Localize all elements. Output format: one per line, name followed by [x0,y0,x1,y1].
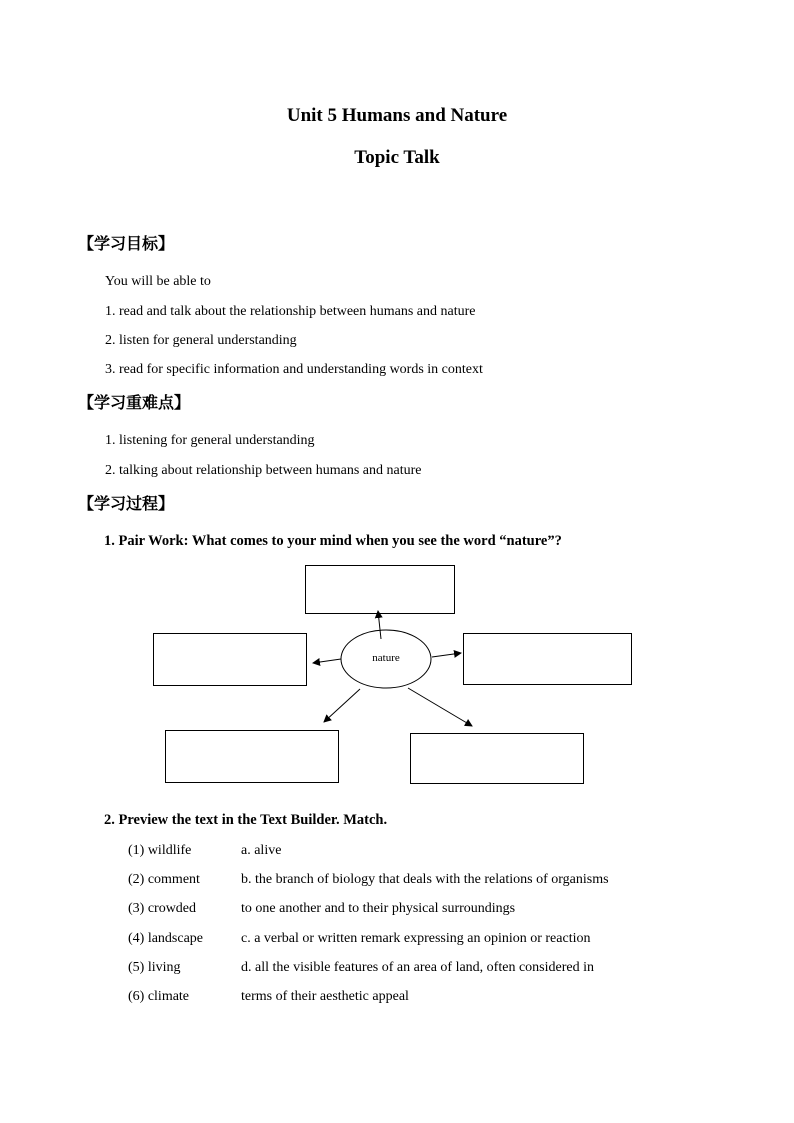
arrow-down-right [408,688,472,726]
arrow-up [378,611,381,639]
mind-map-box-top [306,566,455,614]
arrow-right [432,653,461,657]
question-2: 2. Preview the text in the Text Builder. Match. [104,812,388,828]
match-word: (5) living [128,960,181,975]
arrow-down-left [324,689,360,722]
match-definition: terms of their aesthetic appeal [241,989,409,1004]
key-points-heading: 【学习重难点】 [78,393,191,412]
match-word: (1) wildlife [128,843,192,858]
match-word: (3) crowded [128,901,197,916]
match-definition: c. a verbal or written remark expressing an opinion or reaction [241,931,591,946]
mind-map-box-bottom-left [166,731,339,783]
nature-label: nature [372,652,400,664]
mind-map-box-right [464,634,632,685]
arrow-left [313,659,341,663]
page-title: Unit 5 Humans and Nature [286,105,508,126]
process-heading: 【学习过程】 [78,494,175,513]
mind-map-box-bottom-right [411,734,584,784]
objective-item: 3. read for specific information and understanding words in context [105,362,483,377]
objectives-heading: 【学习目标】 [78,234,175,253]
match-word: (2) comment [128,872,200,887]
mind-map-box-left [154,634,307,686]
match-definition: to one another and to their physical surroundings [241,901,516,916]
key-point-item: 1. listening for general understanding [105,433,315,448]
objective-item: 2. listen for general understanding [105,333,297,348]
objective-item: 1. read and talk about the relationship between humans and nature [105,304,476,319]
match-word: (4) landscape [128,931,204,946]
key-point-item: 2. talking about relationship between humans and nature [105,463,422,478]
page-subtitle: Topic Talk [354,147,440,168]
match-definition: b. the branch of biology that deals with the relations of organisms [241,872,609,887]
objectives-intro: You will be able to [105,274,211,289]
match-definition: a. alive [241,843,282,858]
match-definition: d. all the visible features of an area of land, often considered in [241,960,594,975]
match-word: (6) climate [128,989,190,1004]
question-1: 1. Pair Work: What comes to your mind when you see the word “nature”? [104,533,562,549]
